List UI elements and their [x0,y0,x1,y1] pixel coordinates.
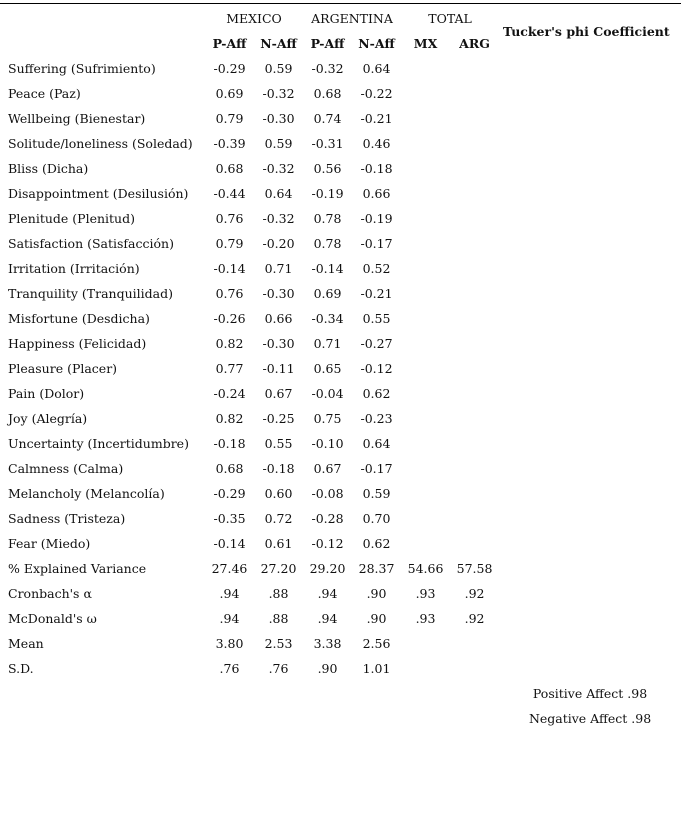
cell-value: 0.72 [264,511,293,526]
cell-value: -0.21 [360,286,393,301]
cell-value: -0.17 [360,461,393,476]
cell-value [401,381,450,406]
cell-value [450,656,499,681]
cell-value: -0.28 [311,511,344,526]
cell-value: -0.11 [262,361,295,376]
cell-value: 0.64 [362,61,391,76]
cell-value [450,156,499,181]
cell-value: 0.77 [215,361,244,376]
row-label: Cronbach's α [8,586,92,601]
cell-value: 0.64 [264,186,293,201]
subheader-total-arg: ARG [459,36,490,51]
cell-value: -0.30 [262,286,295,301]
table-row [0,106,681,131]
cell-value [401,481,450,506]
table-row [0,231,681,256]
cell-value: -0.21 [360,111,393,126]
cell-value: 0.60 [264,486,293,501]
row-label: Irritation (Irritación) [8,261,140,276]
row-label: Plenitude (Plenitud) [8,211,135,226]
cell-value [450,406,499,431]
cell-value: -0.14 [213,261,246,276]
table-row [0,631,681,656]
cell-value: -0.29 [213,486,246,501]
row-label: % Explained Variance [8,561,147,576]
table-row [0,381,681,406]
cell-value: 0.79 [215,111,244,126]
table-row [0,331,681,356]
subheader-mx-naff: N-Aff [260,36,297,51]
row-label: Pleasure (Placer) [8,361,118,376]
row-label: Disappointment (Desilusión) [8,186,189,201]
cell-value: 0.71 [313,336,342,351]
cell-value [450,306,499,331]
cell-value: -0.18 [213,436,246,451]
cell-value: 0.71 [264,261,293,276]
table-row [0,56,681,81]
cell-value: 29.20 [309,561,346,576]
table-row [0,156,681,181]
cell-value: 0.78 [313,236,342,251]
cell-value: 27.20 [260,561,297,576]
cell-value: -0.31 [311,136,344,151]
phi-negative-affect: Negative Affect .98 [528,711,652,726]
cell-value: 0.82 [215,336,244,351]
subheader-mx-paff: P-Aff [212,36,247,51]
table-row [0,181,681,206]
table-row [0,306,681,331]
cell-value [450,456,499,481]
cell-value: 2.56 [362,636,391,651]
cell-value: 28.37 [358,561,395,576]
cell-value: 0.78 [313,211,342,226]
cell-value: -0.08 [311,486,344,501]
cell-value: -0.22 [360,86,393,101]
row-label: Misfortune (Desdicha) [8,311,150,326]
cell-value: .90 [366,586,387,601]
table-row [0,356,681,381]
cell-value: -0.34 [311,311,344,326]
cell-value: 0.55 [362,311,391,326]
cell-value [450,181,499,206]
cell-value: 0.46 [362,136,391,151]
row-label: Bliss (Dicha) [8,161,89,176]
cell-value [401,406,450,431]
cell-value: -0.44 [213,186,246,201]
cell-value [401,206,450,231]
table-row [0,131,681,156]
cell-value: -0.30 [262,111,295,126]
cell-value: -0.32 [262,86,295,101]
cell-value: .94 [219,586,240,601]
cell-value: -0.17 [360,236,393,251]
cell-value: .94 [317,586,338,601]
table-row [0,656,681,681]
cell-value: .93 [415,611,436,626]
table-row [0,506,681,531]
table-row [0,456,681,481]
cell-value: 0.65 [313,361,342,376]
table-row [0,406,681,431]
row-label: Happiness (Felicidad) [8,336,147,351]
cell-value: -0.20 [262,236,295,251]
cell-value [450,431,499,456]
cell-value [401,656,450,681]
cell-value: -0.24 [213,386,246,401]
cell-value: .93 [415,586,436,601]
cell-value: 0.67 [313,461,342,476]
table-row [0,206,681,231]
row-label: Calmness (Calma) [8,461,124,476]
cell-value [450,131,499,156]
row-label: S.D. [8,661,34,676]
cell-value: 0.68 [313,86,342,101]
cell-value: -0.23 [360,411,393,426]
tucker-phi-header: Tucker's phi Coefficient [503,23,670,39]
row-label: McDonald's ω [8,611,97,626]
factor-loadings-table [0,6,681,731]
cell-value: 0.52 [362,261,391,276]
cell-value: 0.82 [215,411,244,426]
cell-value: .90 [366,611,387,626]
cell-value: -0.27 [360,336,393,351]
row-label: Melancholy (Melancolía) [8,486,165,501]
cell-value [401,456,450,481]
cell-value [450,481,499,506]
cell-value [401,131,450,156]
cell-value: 0.59 [264,61,293,76]
subheader-arg-naff: N-Aff [358,36,395,51]
row-label: Tranquility (Tranquilidad) [8,286,173,301]
cell-value [450,331,499,356]
cell-value: -0.12 [360,361,393,376]
cell-value [401,181,450,206]
cell-value: -0.30 [262,336,295,351]
cell-value [401,156,450,181]
cell-value: -0.25 [262,411,295,426]
cell-value: 0.55 [264,436,293,451]
cell-value: -0.29 [213,61,246,76]
cell-value: 0.76 [215,211,244,226]
cell-value: .76 [268,661,289,676]
cell-value: 2.53 [264,636,293,651]
group-mexico: MEXICO [226,11,282,26]
cell-value: .94 [317,611,338,626]
cell-value [450,631,499,656]
cell-value: -0.32 [311,61,344,76]
cell-value: 0.70 [362,511,391,526]
cell-value [450,281,499,306]
table-row [0,81,681,106]
cell-value: 0.74 [313,111,342,126]
table-row [0,431,681,456]
cell-value: 0.59 [264,136,293,151]
cell-value: -0.32 [262,211,295,226]
cell-value [401,306,450,331]
group-argentina: ARGENTINA [311,11,393,26]
cell-value: -0.12 [311,536,344,551]
cell-value [450,531,499,556]
cell-value [450,56,499,81]
row-label: Uncertainty (Incertidumbre) [8,436,189,451]
cell-value: -0.26 [213,311,246,326]
cell-value: 57.58 [456,561,493,576]
cell-value: 3.38 [313,636,342,651]
cell-value: 0.68 [215,461,244,476]
cell-value [401,81,450,106]
cell-value [401,431,450,456]
cell-value: .76 [219,661,240,676]
cell-value: 3.80 [215,636,244,651]
row-label: Mean [8,636,44,651]
cell-value: 0.62 [362,536,391,551]
cell-value: -0.35 [213,511,246,526]
cell-value: .90 [317,661,338,676]
cell-value [450,81,499,106]
row-label: Satisfaction (Satisfacción) [8,236,174,251]
cell-value: 0.56 [313,161,342,176]
cell-value: 0.75 [313,411,342,426]
cell-value: -0.19 [360,211,393,226]
cell-value [401,256,450,281]
cell-value [450,206,499,231]
cell-value: -0.19 [311,186,344,201]
table-row [0,556,681,581]
cell-value [450,356,499,381]
row-label: Suffering (Sufrimiento) [8,61,156,76]
cell-value: .88 [268,611,289,626]
cell-value [401,56,450,81]
cell-value: 0.62 [362,386,391,401]
cell-value: 0.76 [215,286,244,301]
row-label: Wellbeing (Bienestar) [8,111,146,126]
cell-value: 0.66 [264,311,293,326]
top-rule [0,3,681,4]
row-label: Peace (Paz) [8,86,81,101]
cell-value [401,231,450,256]
cell-value: 0.68 [215,161,244,176]
table-row [0,581,681,606]
cell-value: 0.67 [264,386,293,401]
cell-value: -0.18 [262,461,295,476]
group-total: TOTAL [428,11,472,26]
table-row [0,606,681,631]
table-row [0,481,681,506]
cell-value: 0.66 [362,186,391,201]
cell-value [450,506,499,531]
cell-value [401,631,450,656]
row-label: Sadness (Tristeza) [8,511,126,526]
cell-value [450,106,499,131]
cell-value [450,231,499,256]
cell-value: 0.79 [215,236,244,251]
cell-value: -0.32 [262,161,295,176]
group-header-row [0,6,681,31]
table-row [0,281,681,306]
cell-value: .88 [268,586,289,601]
cell-value: 1.01 [362,661,391,676]
cell-value: 0.64 [362,436,391,451]
cell-value: .94 [219,611,240,626]
cell-value: -0.04 [311,386,344,401]
subheader-total-mx: MX [413,36,438,51]
cell-value: -0.14 [213,536,246,551]
cell-value [450,381,499,406]
cell-value: 0.69 [215,86,244,101]
phi-row-negative [0,706,681,731]
table-row [0,531,681,556]
row-label: Joy (Alegría) [8,411,88,426]
cell-value [401,281,450,306]
cell-value: 27.46 [211,561,248,576]
cell-value [401,531,450,556]
row-label: Pain (Dolor) [8,386,85,401]
cell-value: 54.66 [407,561,444,576]
cell-value: .92 [464,611,485,626]
cell-value: .92 [464,586,485,601]
row-label: Fear (Miedo) [8,536,91,551]
phi-row-positive [0,681,681,706]
cell-value: 0.69 [313,286,342,301]
phi-positive-affect: Positive Affect .98 [532,686,648,701]
subheader-arg-paff: P-Aff [310,36,345,51]
cell-value [401,106,450,131]
cell-value: 0.59 [362,486,391,501]
cell-value: -0.39 [213,136,246,151]
cell-value [401,331,450,356]
cell-value [401,356,450,381]
cell-value: -0.10 [311,436,344,451]
cell-value [401,506,450,531]
cell-value: 0.61 [264,536,293,551]
cell-value: -0.18 [360,161,393,176]
table-row [0,256,681,281]
cell-value [450,256,499,281]
row-label: Solitude/loneliness (Soledad) [8,136,193,151]
cell-value: -0.14 [311,261,344,276]
